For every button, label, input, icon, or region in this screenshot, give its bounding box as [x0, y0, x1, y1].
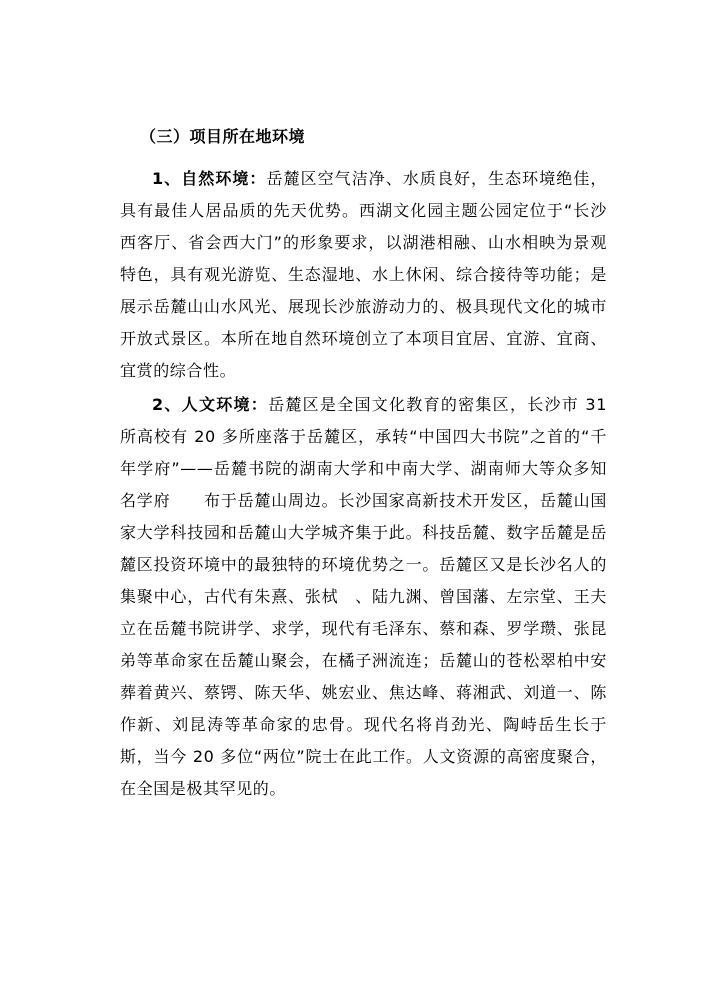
paragraph-text: 岳麓区空气洁净、水质良好，生态环境绝佳，具有最佳人居品质的先天优势。西湖文化园主题公园定位于“长沙西客厅、省会西大门”的形象要求，以湖港相融、山水相映为景观特色，具有观光游览、生态湿地、水上休闲、综合接待等功能；是展示岳麓山山水风光、展现长沙旅游动力的、极具现代文化的城市开放式景区。本所在地自然环境创立了本项目宜居、宜游、宜商、宜赏的综合性。: [120, 169, 607, 380]
paragraph-text: 岳麓区是全国文化教育的密集区，长沙市 31 所高校有 20 多所座落于岳麓区，承转“中国四大书院”之首的“千年学府”——岳麓书院的湖南大学和中南大学、湖南师大等众多知名学府 布于岳麓山周边。长沙国家高新技术开发区，岳麓山国家大学科技园和岳麓山大学城齐集于此。科技岳麓、数字岳麓是岳麓区投资环境中的最独特的环境优势之一。岳麓区又是长沙名人的集聚中心，古代有朱熹、张栻 、陆九渊、曾国藩、左宗堂、王夫立在岳麓书院讲学、求学，现代有毛泽东、蔡和森、罗学瓒、张昆弟等革命家在岳麓山聚会，在橘子洲流连；岳麓山的苍松翠柏中安葬着黄兴、蔡锷、陈天华、姚宏业、焦达峰、蒋湘武、刘道一、陈作新、刘昆涛等革命家的忠骨。现代名将肖劲光、陶峙岳生长于斯，当今 20 多位“两位”院士在此工作。人文资源的高密度聚合，在全国是极其罕见的。: [120, 395, 607, 798]
paragraph-lead: 1、自然环境：: [152, 169, 267, 188]
paragraph-natural-environment: [120, 163, 607, 387]
section-heading: （三）项目所在地环境: [140, 127, 306, 146]
paragraph-cultural-environment: [120, 389, 607, 805]
paragraph-lead: 2、人文环境：: [152, 395, 269, 414]
